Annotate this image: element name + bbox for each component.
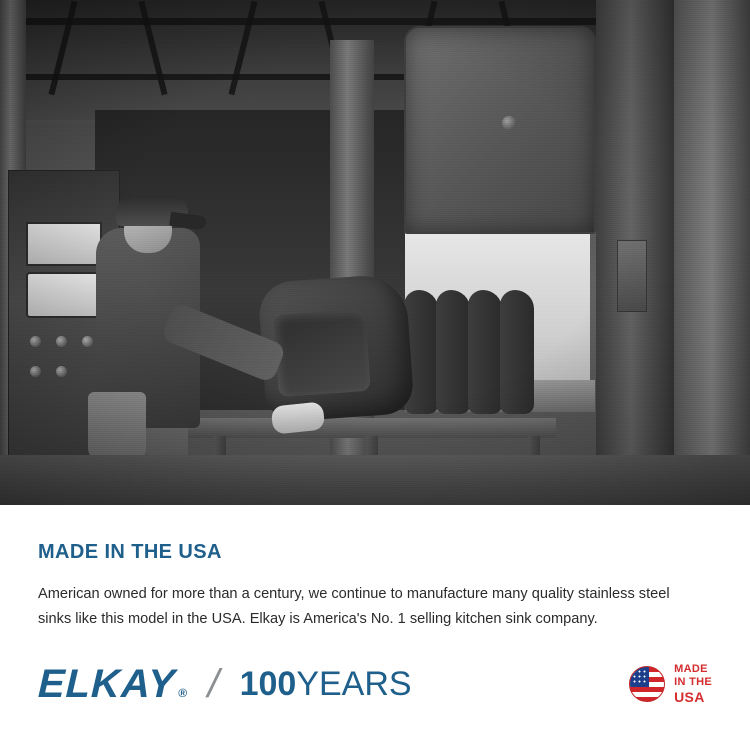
badge-line-3: USA	[674, 688, 705, 705]
brand-lockup	[38, 662, 412, 707]
us-flag-icon	[629, 666, 665, 702]
badge-line-1: MADE	[674, 662, 708, 675]
footer	[0, 634, 750, 750]
brand-divider: /	[203, 661, 225, 706]
made-in-usa-badge	[629, 663, 712, 705]
flag-canton	[630, 667, 649, 687]
body-paragraph: American owned for more than a century, we continue to manufacture many quality stainless steel sinks like this model in the USA. Elkay is America's No. 1 selling kitchen sink company.	[38, 586, 670, 628]
elkay-logo	[37, 662, 189, 707]
anniversary-mark	[240, 665, 412, 704]
badge-label	[674, 663, 712, 705]
anniversary-number: 100	[239, 664, 297, 703]
anniversary-word: YEARS	[296, 664, 412, 703]
page-title: MADE IN THE USA	[38, 541, 222, 563]
registered-trademark-icon: ®	[178, 685, 189, 700]
badge-line-2: IN THE	[674, 675, 712, 688]
elkay-wordmark-text: ELKAY	[37, 661, 177, 706]
content-block	[0, 505, 750, 634]
